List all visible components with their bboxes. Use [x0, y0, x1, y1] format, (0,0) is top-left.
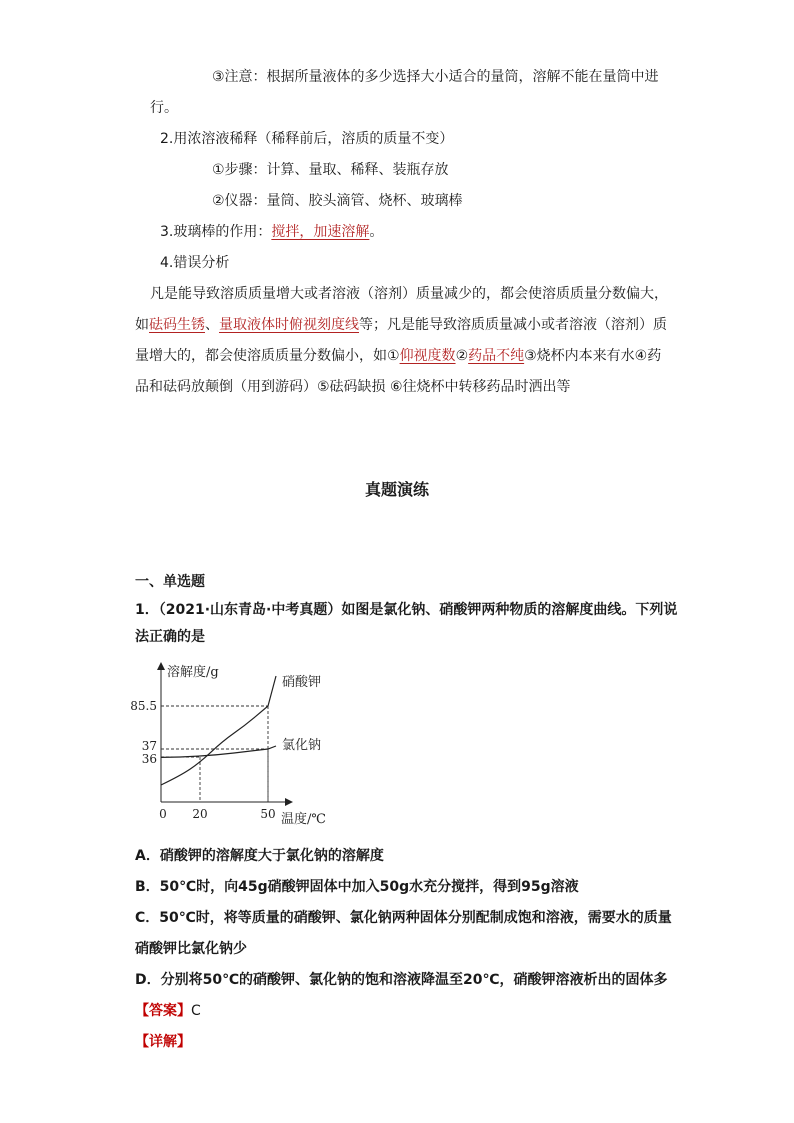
steps-line: ①步骤：计算、量取、稀释、装瓶存放 [212, 162, 449, 178]
p3-e: ③烧杯内本来有水④药 [524, 348, 662, 364]
question-type-heading: 一、单选题 [135, 574, 205, 590]
option-d: D．分别将50℃的硝酸钾、氯化钠的饱和溶液降温至20℃，硝酸钾溶液析出的固体多 [135, 972, 668, 988]
error-paragraph-line1: 凡是能导致溶质质量增大或者溶液（溶剂）质量减少的，都会使溶质质量分数偏大， [150, 286, 668, 302]
y-axis-arrow-icon [157, 662, 165, 670]
y-tick-36: 36 [141, 752, 157, 766]
heading-dilution: 2.用浓溶液稀释（稀释前后，溶质的质量不变） [160, 131, 454, 147]
p3-a: 量增大的，都会使溶质质量分数偏小，如① [135, 348, 400, 364]
option-a: A．硝酸钾的溶解度大于氯化钠的溶解度 [135, 848, 384, 864]
answer-label: 【答案】 [135, 1003, 191, 1019]
error-paragraph-line2 [135, 315, 667, 335]
option-c-line1: C．50℃时，将等质量的硝酸钾、氯化钠两种固体分别配制成饱和溶液，需要水的质量 [135, 910, 672, 926]
x-axis-arrow-icon [285, 798, 293, 806]
series-curves [161, 676, 276, 785]
series-label-potassium-nitrate: 硝酸钾 [282, 675, 322, 690]
glass-rod-prefix: 3.玻璃棒的作用： [160, 224, 272, 240]
solubility-chart [125, 660, 365, 835]
series-label-sodium-chloride: 氯化钠 [282, 738, 322, 753]
question-stem-line1: 1．（2021·山东青岛·中考真题）如图是氯化钠、硝酸钾两种物质的溶解度曲线。下列说 [135, 602, 678, 618]
p2-a: 如 [135, 317, 149, 333]
x-tick-0: 0 [159, 807, 167, 821]
series-line-1 [161, 746, 276, 757]
note-line-caution-cont: 行。 [150, 100, 178, 116]
p2-b: 砝码生锈 [149, 317, 205, 333]
y-tick-85-5: 85.5 [130, 699, 157, 713]
p2-d: 量取液体时俯视刻度线 [219, 317, 359, 333]
p2-e: 等；凡是能导致溶质质量减小或者溶液（溶剂）质 [359, 317, 667, 333]
glass-rod-answer: 搅拌，加速溶解 [271, 224, 370, 240]
x-tick-20: 20 [192, 807, 208, 821]
p2-c: 、 [205, 317, 219, 333]
heading-error-analysis: 4.错误分析 [160, 255, 230, 271]
p3-c: ② [455, 348, 469, 364]
answer-line [135, 1001, 201, 1021]
p3-d: 药品不纯 [468, 348, 525, 364]
question-stem-line2: 法正确的是 [135, 629, 205, 645]
instruments-line: ②仪器：量筒、胶头滴管、烧杯、玻璃棒 [212, 193, 463, 209]
heading-glass-rod [160, 222, 383, 242]
y-axis-label: 溶解度/g [167, 665, 219, 680]
error-paragraph-line3 [135, 346, 661, 366]
answer-value: C [191, 1003, 201, 1019]
section-title: 真题演练 [364, 480, 429, 499]
error-paragraph-line4: 品和砝码放颠倒（用到游码）⑤砝码缺损 ⑥往烧杯中转移药品时洒出等 [135, 379, 571, 395]
series-line-0 [161, 676, 276, 785]
option-b: B．50℃时，向45g硝酸钾固体中加入50g水充分搅拌，得到95g溶液 [135, 879, 579, 895]
note-line-caution: ③注意：根据所量液体的多少选择大小适合的量筒，溶解不能在量筒中进 [212, 69, 659, 85]
option-c-line2: 硝酸钾比氯化钠少 [135, 941, 247, 957]
p3-b: 仰视度数 [399, 348, 456, 364]
reference-lines [161, 706, 268, 802]
x-tick-50: 50 [260, 807, 276, 821]
detail-label: 【详解】 [135, 1034, 191, 1050]
x-axis-label: 温度/℃ [281, 812, 326, 827]
glass-rod-suffix: 。 [369, 224, 384, 240]
y-tick-37: 37 [141, 739, 157, 753]
